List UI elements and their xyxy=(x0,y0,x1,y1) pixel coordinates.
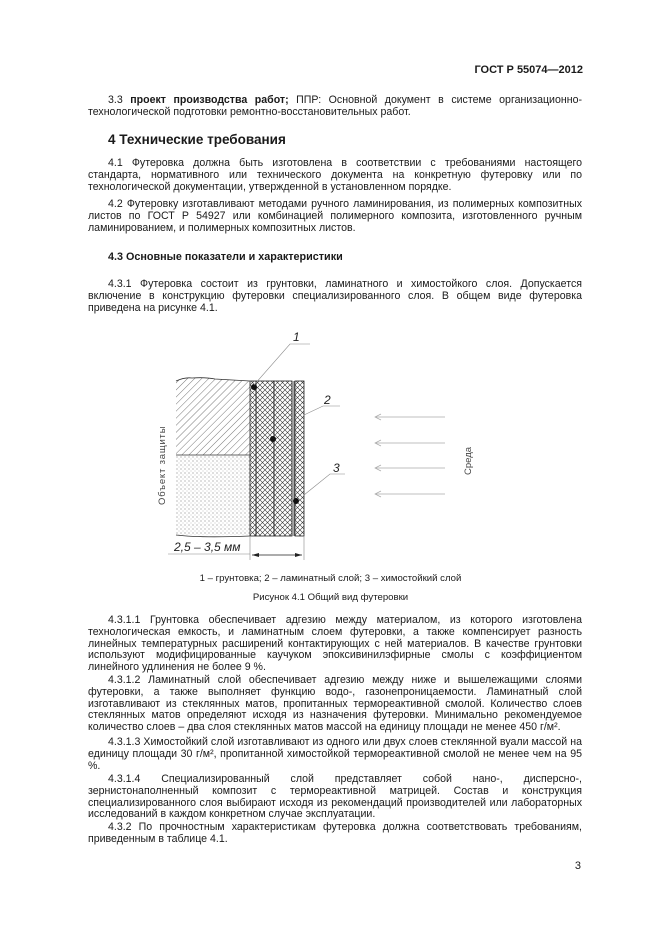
callout-label-3: 3 xyxy=(333,461,340,475)
section-heading-4: 4 Технические требования xyxy=(108,132,286,147)
paragraph-4-1: 4.1 Футеровка должна быть изготовлена в соответствии с требованиями настоящего стандарта, нормативного или технического документа на конкретную футеровку или по технологической документации, утвержденной в установленном порядке. xyxy=(88,157,582,193)
marker-dot-2 xyxy=(270,436,276,442)
callout-label-2: 2 xyxy=(324,393,331,407)
document-code: ГОСТ Р 55074—2012 xyxy=(474,64,583,76)
section-heading-4-3: 4.3 Основные показатели и характеристики xyxy=(108,251,343,263)
lining-layers xyxy=(250,381,304,536)
marker-dot-3 xyxy=(293,498,299,504)
dimension-arrow-left xyxy=(252,553,259,557)
paragraph-4-2: 4.2 Футеровку изготавливают методами ручного ламинирования, из полимерных композитных листов по ГОСТ Р 54927 или комбинацией полимерного композита, изготовленного ручным ламинированием, и полимерных композитных листов. xyxy=(88,198,582,234)
dimension-label: 2,5 – 3,5 мм xyxy=(174,540,241,554)
paragraph-4-3-1-3: 4.3.1.3 Химостойкий слой изготавливают из одного или двух слоев стеклянной вуали массой на единицу площади 30 г/м², пропитанной химостойкой термореактивной смолой не менее чем на 95 %. xyxy=(88,736,582,772)
figure-legend: 1 – грунтовка; 2 – ламинатный слой; 3 – химостойкий слой xyxy=(199,573,462,584)
dimension-arrow-right xyxy=(295,553,302,557)
term-definition: ППР: Основной документ в системе организационно-технологической подготовки ремонтно-восстановительных работ. xyxy=(88,94,582,118)
protected-object-label: Объект защиты xyxy=(157,425,168,505)
term-name: проект производства работ; xyxy=(130,94,289,106)
medium-arrows xyxy=(375,414,445,497)
callout-label-1: 1 xyxy=(293,330,300,344)
paragraph-4-3-1: 4.3.1 Футеровка состоит из грунтовки, ламинатного и химостойкого слоя. Допускается включение в конструкцию футеровки специализированного слоя. В общем виде футеровка приведена на рисунке 4.1. xyxy=(88,278,582,314)
medium-label: Среда xyxy=(463,446,474,475)
protected-object-hatched xyxy=(176,378,250,537)
page-number: 3 xyxy=(574,860,581,872)
paragraph-4-3-1-4: 4.3.1.4 Специализированный слой представляет собой нано-, дисперсно-, зернистонаполненный композит с термореактивной матрицей. Состав и конструкция специализированного слоя выбирают исходя из рекомендаций производителей или лабораторных исследований в каждом конкретном случае эксплуатации. xyxy=(88,773,582,821)
paragraph-4-3-1-1: 4.3.1.1 Грунтовка обеспечивает адгезию между материалом, из которого изготовлена технологическая емкость, и ламинатным слоем футеровки, а также компенсирует разность линейных температурных расширений контактирующих с ней материалов. В качестве грунтовки используют модифицированные каучуком эпоксивинилэфирные смолы с коэффициентом линейного удлинения не более 9 %. xyxy=(88,614,582,674)
paragraph-4-3-2: 4.3.2 По прочностным характеристикам футеровка должна соответствовать требованиям, приведенным в таблице 4.1. xyxy=(88,821,582,845)
paragraph-4-3-1-2: 4.3.1.2 Ламинатный слой обеспечивает адгезию между ниже и вышележащими слоями футеровки, а также выполняет функцию водо-, газонепроницаемости. Ламинатный слой изготавливают из стеклянных матов, пропитанных термореактивной смолой. Количество слоев стеклянных матов определяют исходя из назначения футеровки. Минимально рекомендуемое количество слоев – два слоя стеклянных матов массой на единицу площади не менее 450 г/м². xyxy=(88,674,582,734)
term-number: 3.3 xyxy=(108,94,123,106)
figure-caption: Рисунок 4.1 Общий вид футеровки xyxy=(252,592,409,603)
